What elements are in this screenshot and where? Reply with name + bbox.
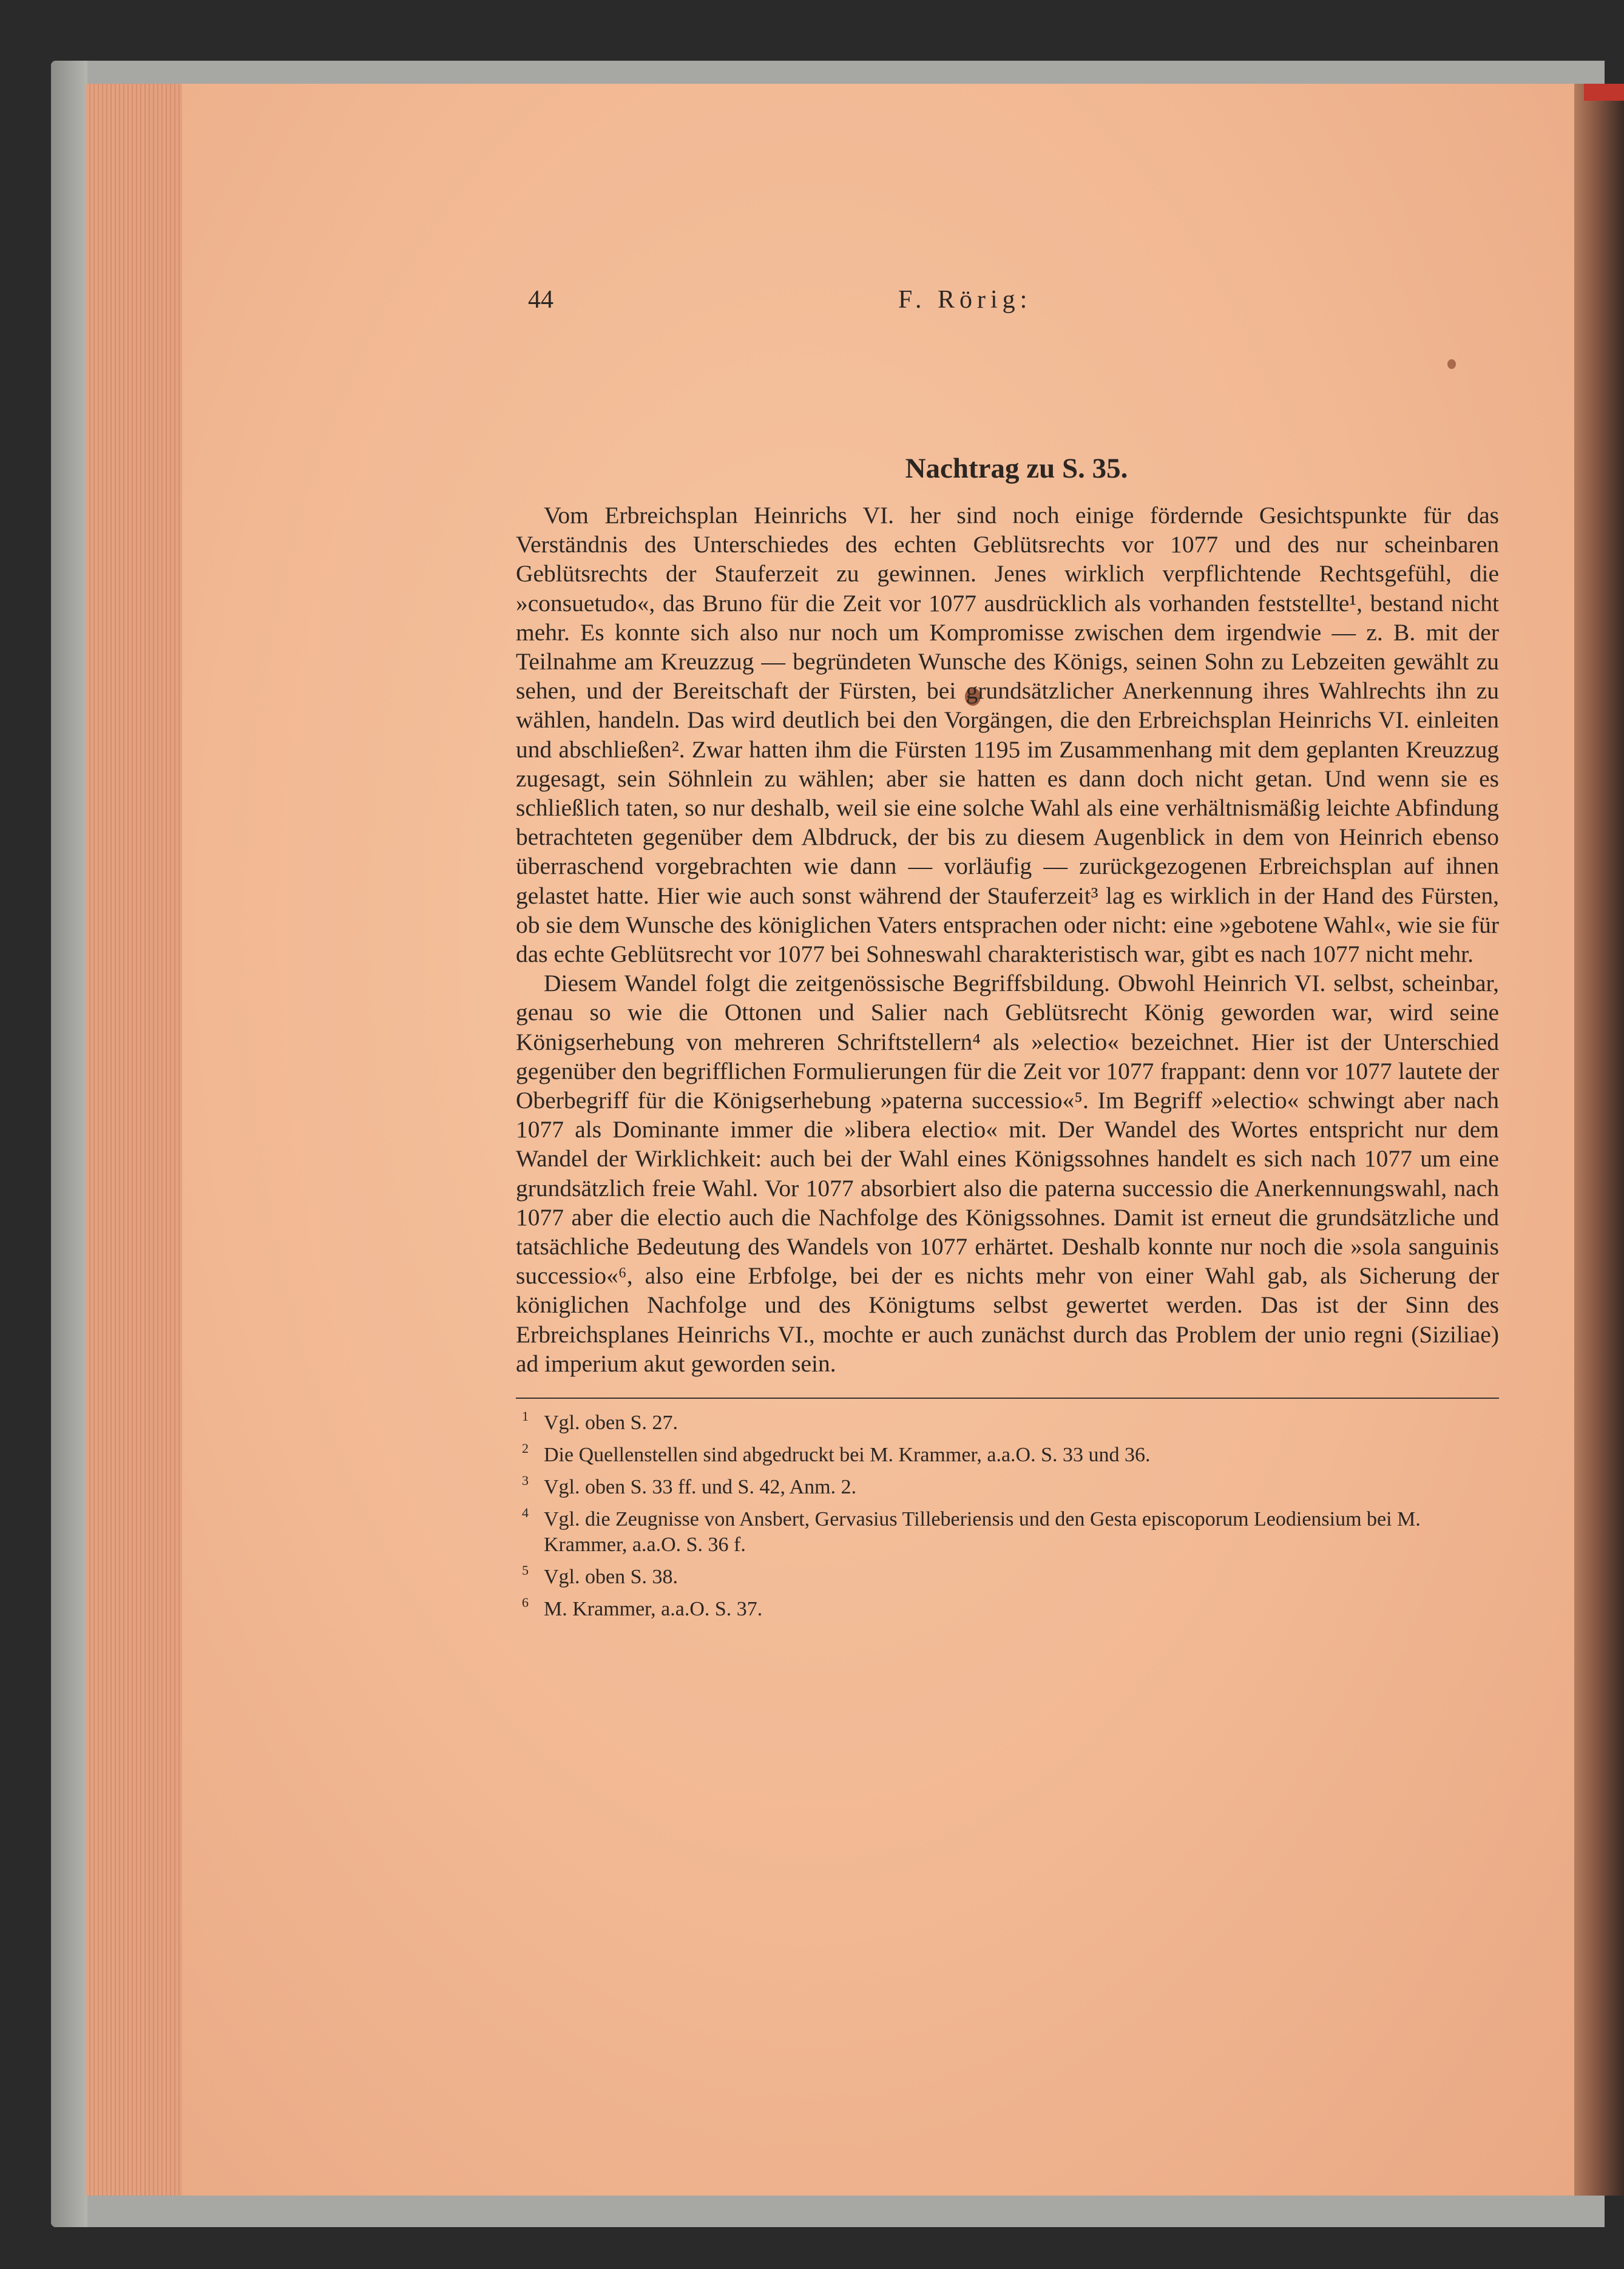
bookmark-ribbon bbox=[1584, 84, 1624, 101]
footnote-text: Vgl. oben S. 38. bbox=[544, 1566, 678, 1589]
body-paragraph-2: Diesem Wandel folgt die zeitgenössische Begriffsbildung. Obwohl Heinrich VI. selbst, scheinbar, genau so wie die Ottonen und Salier nach Geblütsrecht König geworden war, wird seine Königserhebung von mehreren Schriftstellern⁴ als »electio« bezeichnet. Hier ist der Unterschied gegenüber den begrifflichen Formulierungen für die Zeit vor 1077 frappant: denn vor 1077 lautete der Oberbegriff für die Königserhebung »paterna successio«⁵. Im Begriff »electio« schwingt aber nach 1077 als Dominante immer die »libera electio« mit. Der Wandel des Wortes entspricht nur dem Wandel der Wirklichkeit: auch bei der Wahl eines Königssohnes handelt es sich nach 1077 um eine grundsätzlich freie Wahl. Vor 1077 absorbiert also die paterna successio die Anerkennungswahl, nach 1077 aber die electio auch die Nachfolge des Königssohnes. Damit ist erneut die grundsätzliche und tatsächliche Bedeutung des Wandels von 1077 erhärtet. Deshalb konnte nur noch die »sola sanguinis successio«⁶, also eine Erbfolge, bei der es nichts mehr von einer Wahl gab, als Sicherung der königlichen Nachfolge und des Königtums selbst gewertet werden. Das ist der Sinn des Erbreichsplanes Heinrichs VI., mochte er auch zunächst durch das Problem der unio regni (Siziliae) ad imperium akut geworden sein. bbox=[516, 970, 1499, 1377]
footnote-text: Vgl. die Zeugnisse von Ansbert, Gervasius Tilleberiensis und den Gesta episcoporum Leodiensium bei M. Krammer, a.a.O. S. 36 f. bbox=[544, 1508, 1421, 1557]
footnote-6 bbox=[516, 1590, 1499, 1622]
footnote-mark: 2 bbox=[522, 1441, 529, 1456]
footnote-text: M. Krammer, a.a.O. S. 37. bbox=[544, 1598, 763, 1621]
footnote-divider bbox=[516, 1398, 1499, 1399]
running-head-author: F. Rörig: bbox=[898, 286, 1032, 314]
footnote-mark: 6 bbox=[522, 1595, 529, 1611]
footnote-3 bbox=[516, 1468, 1499, 1500]
footnote-1 bbox=[516, 1404, 1499, 1436]
body-paragraph-1: Vom Erbreichsplan Heinrichs VI. her sind noch einige fördernde Gesichtspunkte für das Verständnis des Unterschiedes des echten Geblütsrechts vor 1077 und des nur scheinbaren Geblütsrechts der Stauferzeit zu gewinnen. Jenes wirklich verpflichtende Rechtsgefühl, die »consuetudo«, das Bruno für die Zeit vor 1077 ausdrücklich als vorhanden feststellte¹, bestand nicht mehr. Es konnte sich also nur noch um Kompromisse zwischen dem irgendwie — z. B. mit der Teilnahme am Kreuzzug — begründeten Wunsche des Königs, seinen Sohn zu Lebzeiten gewählt zu sehen, und der Bereitschaft der Fürsten, bei grundsätzlicher Anerkennung ihres Wahlrechts ihn zu wählen, handeln. Das wird deutlich bei den Vorgängen, die den Erbreichsplan Heinrichs VI. einleiten und abschließen². Zwar hatten ihm die Fürsten 1195 im Zusammenhang mit dem geplanten Kreuzzug zugesagt, sein Söhnlein zu wählen; aber sie hatten es dann doch nicht getan. Und wenn sie es schließlich taten, so nur deshalb, weil sie eine solche Wahl als eine verhältnismäßig leichte Abfindung betrachteten gegenüber dem Albdruck, der bis zu diesem Augenblick in dem von Heinrich ebenso überraschend vorgebrachten wie dann — vorläufig — zurückgezogenen Erbreichsplan auf ihnen gelastet hatte. Hier wie auch sonst während der Stauferzeit³ lag es wirklich in der Hand des Fürsten, ob sie dem Wunsche des königlichen Vaters entsprachen oder nicht: eine »gebotene Wahl«, wie sie für das echte Geblütsrecht vor 1077 bei Sohneswahl charakteristisch war, gibt es nach 1077 nicht mehr. bbox=[516, 502, 1499, 968]
book-spine bbox=[51, 61, 87, 2227]
footnote-text: Die Quellenstellen sind abgedruckt bei M. Krammer, a.a.O. S. 33 und 36. bbox=[544, 1444, 1151, 1467]
footnote-mark: 4 bbox=[522, 1505, 529, 1521]
page-content bbox=[516, 285, 1499, 1622]
footnotes bbox=[516, 1404, 1499, 1622]
section-title: Nachtrag zu S. 35. bbox=[905, 453, 1128, 484]
page-gutter bbox=[1574, 84, 1624, 2196]
page-number: 44 bbox=[528, 286, 553, 314]
footnote-2 bbox=[516, 1436, 1499, 1468]
footnote-5 bbox=[516, 1558, 1499, 1590]
footnote-mark: 5 bbox=[522, 1563, 529, 1578]
footnote-text: Vgl. oben S. 33 ff. und S. 42, Anm. 2. bbox=[544, 1476, 857, 1499]
footnote-4 bbox=[516, 1500, 1499, 1558]
footnote-mark: 3 bbox=[522, 1473, 529, 1489]
footnote-mark: 1 bbox=[522, 1408, 529, 1424]
running-head bbox=[516, 285, 1499, 328]
footnote-text: Vgl. oben S. 27. bbox=[544, 1412, 678, 1435]
